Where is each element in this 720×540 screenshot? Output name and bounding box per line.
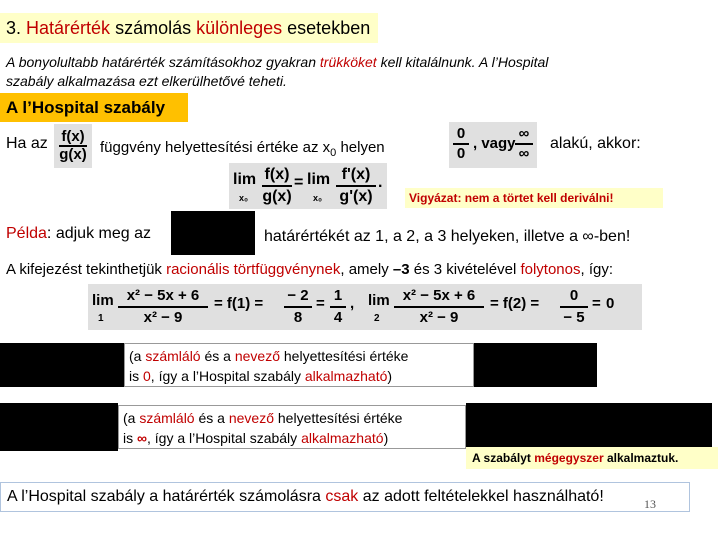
note-zero: (a számláló és a nevező helyettesítési értéke is 0, így a l’Hospital szabály alkalmazható) — [124, 343, 474, 387]
page-title: 3. Határérték számolás különleges esetekben — [0, 13, 378, 43]
rational-function-line: A kifejezést tekinthetjük racionális törtfüggvénynek, amely –3 és 3 kivételével folytonos, így: — [6, 261, 614, 278]
lhospital-formula: lim x₀ f(x) g(x) = lim x₀ f'(x) g'(x) . — [229, 163, 387, 209]
rule-alaku: alakú, akkor: — [550, 135, 641, 152]
hidden-block-right-1 — [474, 343, 597, 387]
section-heading: A l’Hospital szabály — [0, 93, 188, 122]
hidden-block-left-1 — [0, 343, 124, 387]
note-infinity: (a számláló és a nevező helyettesítési értéke is ∞, így a l’Hospital szabály alkalmazható) — [118, 405, 466, 449]
rule-ha-az: Ha az — [6, 135, 48, 152]
limits-formula: lim 1 x² − 5x + 6 x² − 9 = f(1) = − 2 8 = 1 4 , lim 2 x² − 5x + 6 x² − 9 = f(2) = 0 − 5 = 0 — [88, 284, 642, 330]
hidden-block-right-2 — [466, 403, 712, 447]
rule-text: függvény helyettesítési értéke az $x_0$ helyen — [100, 139, 385, 159]
page-number: 13 — [644, 497, 656, 511]
fx-over-gx-formula: $\frac{f(x)}{g(x)}$ — [54, 124, 92, 168]
intro-text: A bonyolultabb határérték számításokhoz gyakran trükköket kell kitalálnunk. A l’Hospital szabály alkalmazása ezt elkerülhetővé teheti. — [6, 54, 549, 89]
indeterminate-forms-formula: 0 0 , vagy ∞ ∞ — [449, 122, 537, 168]
example-line: Példa: adjuk meg az — [6, 225, 151, 242]
footer-note: A l’Hospital szabály a határérték számolásra csak az adott feltételekkel használható! — [0, 482, 690, 512]
hidden-block-left-2 — [0, 403, 118, 451]
example-line-cont: határértékét az 1, a 2, a 3 helyeken, illetve a ∞-ben! — [264, 228, 631, 245]
hidden-expression-block — [171, 211, 255, 255]
again-note: A szabályt mégegyszer alkalmaztuk. — [466, 447, 718, 469]
warning-note: Vigyázat: nem a törtet kell deriválni! — [405, 188, 663, 208]
